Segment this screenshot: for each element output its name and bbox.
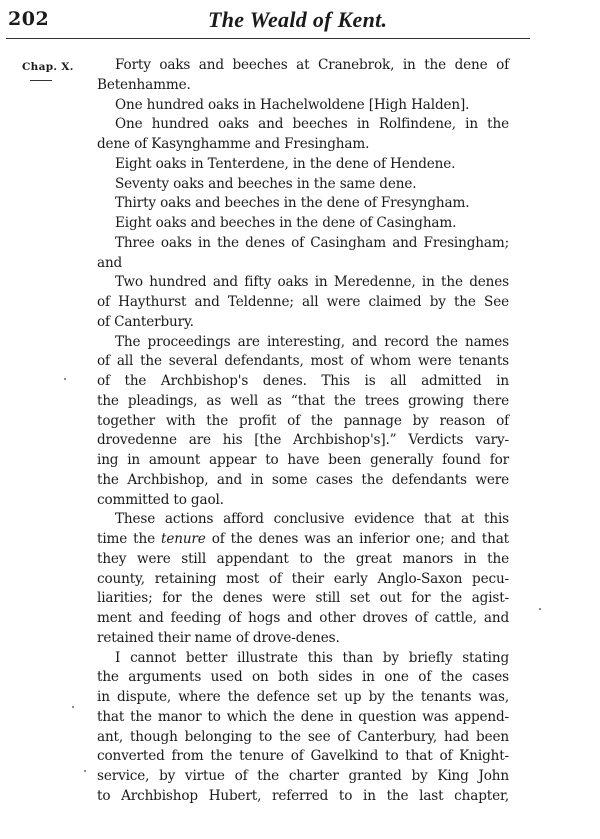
text-segment: time the — [97, 531, 162, 547]
text-line: drovedenne are his [the Archbishop's].” Verdicts vary- — [97, 432, 509, 449]
text-line: that the manor to which the dene in question was append- — [97, 708, 509, 725]
text-line: and — [97, 254, 123, 271]
text-line: of Canterbury. — [97, 313, 194, 330]
text-line: of the Archbishop's denes. This is all admitted in — [97, 373, 509, 389]
text-line: Thirty oaks and beeches in the dene of Fresyngham. — [115, 195, 470, 212]
text-line: of Haythurst and Teldenne; all were claimed by the See — [97, 294, 509, 310]
text-line: service, by virtue of the charter granted by King John — [97, 768, 509, 784]
text-line: county, retaining most of their early Anglo-Saxon pecu- — [97, 570, 509, 587]
text-line: dene of Kasynghamme and Fresingham. — [97, 136, 370, 152]
text-line: to Archbishop Hubert, referred to in the last chapter, — [97, 787, 509, 804]
text-line: Three oaks in the denes of Casingham and Fresingham; — [115, 234, 509, 251]
text-line: These actions afford conclusive evidence that at this — [115, 511, 509, 528]
text-line — [97, 530, 509, 550]
text-line: the arguments used on both sides in one of the cases — [97, 669, 509, 686]
print-speck — [84, 770, 86, 772]
text-line: Eight oaks and beeches in the dene of Casingham. — [115, 215, 457, 231]
text-line: retained their name of drove-denes. — [97, 629, 340, 646]
text-line: converted from the tenure of Gavelkind to that of Knight- — [97, 748, 509, 765]
page-number: 202 — [8, 8, 50, 30]
chapter-margin-note: Chap. X. — [22, 61, 74, 73]
text-line: Forty oaks and beeches at Cranebrok, in the dene of — [115, 57, 509, 73]
text-line: Seventy oaks and beeches in the same dene. — [115, 175, 417, 192]
text-line: committed to gaol. — [97, 491, 224, 508]
print-speck — [72, 706, 74, 708]
text-line: the pleadings, as well as “that the trees growing there — [97, 392, 509, 409]
text-line: One hundred oaks in Hachelwoldene [High Halden]. — [115, 96, 470, 113]
text-line: in dispute, where the defence set up by the tenants was, — [97, 689, 509, 705]
print-speck — [64, 378, 66, 380]
text-line: together with the profit of the pannage by reason of — [97, 412, 509, 429]
text-line: One hundred oaks and beeches in Rolfindene, in the — [115, 116, 509, 133]
text-segment: of the denes was an inferior one; and that — [205, 531, 509, 547]
margin-note-underline — [30, 80, 52, 81]
text-line: of all the several defendants, most of whom were tenants — [97, 353, 509, 370]
print-speck — [539, 608, 541, 610]
text-line: they were still appendant to the great manors in the — [97, 550, 509, 567]
text-line: I cannot better illustrate this than by briefly stating — [115, 649, 509, 666]
text-line: Eight oaks in Tenterdene, in the dene of Hendene. — [115, 155, 456, 172]
text-line: ing in amount appear to have been generally found for — [97, 452, 509, 468]
text-line: Two hundred and fifty oaks in Meredenne, in the denes — [115, 274, 509, 291]
page-header — [8, 6, 528, 36]
text-line: Betenhamme. — [97, 76, 191, 93]
text-line: ment and feeding of hogs and other droves of cattle, and — [97, 610, 509, 626]
italic-word: tenure — [161, 531, 206, 547]
text-line: ant, though belonging to the see of Canterbury, had been — [97, 728, 509, 745]
text-line: liarities; for the denes were still set out for the agist- — [97, 590, 509, 607]
text-line: the Archbishop, and in some cases the defendants were — [97, 471, 509, 488]
body-text — [97, 56, 509, 807]
text-line: The proceedings are interesting, and record the names — [115, 333, 509, 350]
header-rule — [6, 38, 530, 39]
running-title: The Weald of Kent. — [208, 7, 388, 32]
